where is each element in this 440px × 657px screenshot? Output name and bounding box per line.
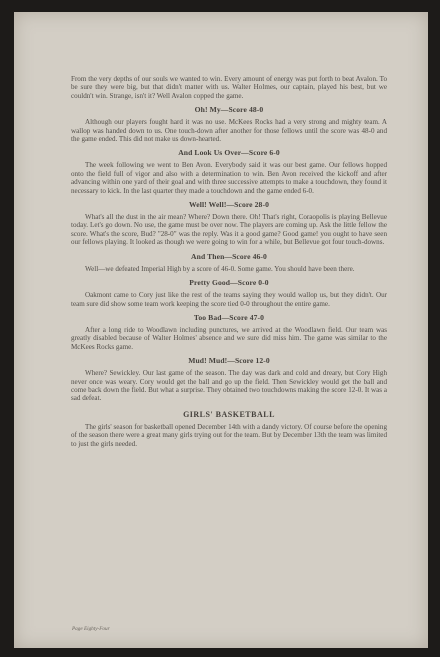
section-heading: And Look Us Over—Score 6-0	[178, 148, 280, 158]
section-heading: And Then—Score 46-0	[191, 251, 267, 261]
intro-paragraph: From the very depths of our souls we wanted to win. Every amount of energy was put forth to beat Avalon. To be sure they were big, but that didn't matter with us. Walter Holmes, our captain, played his best, but we couldn't win. Strange, isn't it? Well Avalon copped the game.	[71, 75, 387, 100]
section-look-us-over	[71, 148, 387, 195]
section-body: What's all the dust in the air mean? Where? Down there. Oh! That's right, Coraopolis is playing Bellevue today. Let's go down. No use, the game must be over now. The players are coming up. Ask the little fellow the score. What's the score, Bud? "28-0" was the reply. Was it a good game? Good game! you ought to have seen our fellows playing. It looked as though we were going to win for a while, but Bellevue got four touch-downs.	[71, 213, 387, 247]
section-well-well	[71, 200, 387, 247]
section-oh-my	[71, 105, 387, 143]
section-heading: Pretty Good—Score 0-0	[189, 278, 269, 288]
section-body: Although our players fought hard it was no use. McKees Rocks had a very strong and mighty team. A wallop was handed down to us. One touch-down after another for those fellows until the score was 48-0 and the game ended. This did not make us down-hearted.	[71, 118, 387, 144]
page-number: Page Eighty-Four	[72, 626, 110, 632]
section-heading: Well! Well!—Score 28-0	[189, 200, 269, 210]
girls-basketball-body: The girls' season for basketball opened December 14th with a dandy victory. Of course before the opening of the season there were a great many girls trying out for the team. But by December 13th the team was limited to just the girls needed.	[71, 422, 387, 448]
section-heading: Oh! My—Score 48-0	[194, 105, 264, 115]
section-too-bad	[71, 313, 387, 351]
section-girls-basketball	[71, 410, 387, 448]
section-body: Where? Sewickley. Our last game of the season. The day was dark and cold and dreary, but Cory High never once was weary. Cory would get the ball and go up the field. Then Sewickley would get the ball and come back down the field. But what a surprise. They obtained two touchdowns making the score 12-0. It was a sad defeat.	[71, 369, 387, 403]
section-and-then	[71, 252, 387, 273]
section-body: The week following we went to Ben Avon. Everybody said it was our best game. Our fellows hopped onto the field full of vigor and also with a determination to win. Ben Avon received the kickoff and after advancing within one yard of their goal and with three successive attempts to make a touchdown, they found it necessary to kick. In the last quarter they made a touchdown and the game ended 6-0.	[71, 161, 387, 195]
yearbook-page	[14, 12, 428, 648]
page-content	[71, 75, 387, 448]
section-body: After a long ride to Woodlawn including punctures, we arrived at the Woodlawn field. Our team was greatly disabled because of Walter Holmes' absence and we sure did miss him. The game was similar to the McKees Rocks game.	[71, 325, 387, 351]
section-mud-mud	[71, 356, 387, 403]
section-heading: Mud! Mud!—Score 12-0	[188, 356, 270, 366]
section-pretty-good	[71, 278, 387, 308]
section-body: Oakmont came to Cory just like the rest of the teams saying they would wallop us, but they didn't. Our team sure did show some team work keeping the score tied 0-0 throughout the entire game.	[71, 291, 387, 308]
section-body: Well—we defeated Imperial High by a score of 46-0. Some game. You should have been there.	[85, 264, 355, 273]
section-heading: Too Bad—Score 47-0	[193, 312, 265, 322]
girls-basketball-heading: GIRLS' BASKETBALL	[183, 409, 275, 419]
